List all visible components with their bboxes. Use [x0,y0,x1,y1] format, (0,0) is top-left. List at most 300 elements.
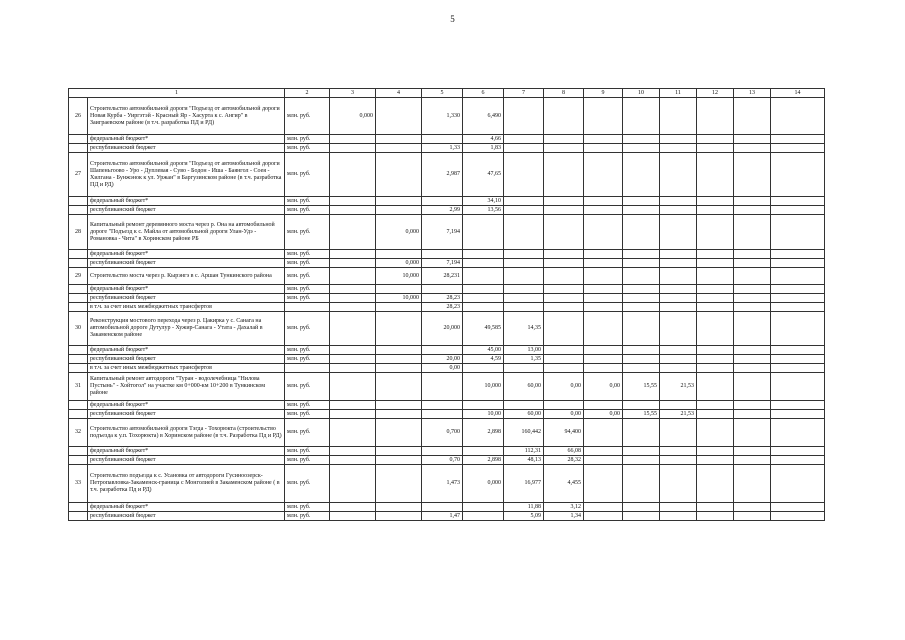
column-header: 2 [285,89,330,98]
value-cell [697,98,734,135]
value-cell: 66,08 [544,447,584,456]
value-cell [330,135,376,144]
row-description: республиканский бюджет [88,206,285,215]
row-number: 32 [69,419,88,447]
value-cell [463,250,504,259]
value-cell [376,373,422,401]
row-unit: млн. руб. [285,410,330,419]
column-header: 10 [623,89,660,98]
table-row [69,512,825,521]
value-cell: 28,231 [422,268,463,285]
value-cell [660,419,697,447]
value-cell [771,364,825,373]
row-number [69,456,88,465]
value-cell [422,503,463,512]
value-cell [376,410,422,419]
value-cell [734,346,771,355]
value-cell: 94,400 [544,419,584,447]
value-cell [463,503,504,512]
row-description: республиканский бюджет [88,355,285,364]
row-unit: млн. руб. [285,512,330,521]
value-cell [544,206,584,215]
row-unit: млн. руб. [285,153,330,197]
table-row [69,98,825,135]
table-row [69,355,825,364]
value-cell [771,447,825,456]
value-cell [623,294,660,303]
row-number [69,364,88,373]
value-cell: 20,00 [422,355,463,364]
value-cell [734,135,771,144]
row-unit: млн. руб. [285,465,330,503]
value-cell [376,98,422,135]
row-number [69,346,88,355]
value-cell: 45,00 [463,346,504,355]
value-cell [660,206,697,215]
value-cell [771,419,825,447]
value-cell [697,346,734,355]
row-description: республиканский бюджет [88,512,285,521]
value-cell [330,303,376,312]
row-description: Строительство подъезда к с. Усановка от автодороги Гусиноозерск-Петропавловка-Закаменск-граница с Монголией в Закаменском районе ( в т.ч. разработка Пд и РД) [88,465,285,503]
value-cell [771,503,825,512]
row-number [69,294,88,303]
value-cell [330,364,376,373]
row-description: федеральный бюджет* [88,197,285,206]
value-cell [330,285,376,294]
value-cell [463,259,504,268]
value-cell [584,401,623,410]
value-cell [660,285,697,294]
row-unit: млн. руб. [285,135,330,144]
row-description: федеральный бюджет* [88,250,285,259]
value-cell: 4,455 [544,465,584,503]
value-cell [623,346,660,355]
value-cell [584,419,623,447]
value-cell [376,346,422,355]
row-description: республиканский бюджет [88,259,285,268]
value-cell: 0,000 [463,465,504,503]
table-row [69,206,825,215]
table-row [69,410,825,419]
table-row [69,268,825,285]
value-cell [734,144,771,153]
column-header: 3 [330,89,376,98]
value-cell: 10,000 [376,294,422,303]
value-cell [771,259,825,268]
value-cell [660,153,697,197]
value-cell: 13,00 [504,346,544,355]
value-cell [697,447,734,456]
row-description: в т.ч. за счет иных межбюджетных трансфертов [88,364,285,373]
value-cell [697,285,734,294]
page-number: 5 [450,14,455,24]
row-number [69,135,88,144]
value-cell [330,419,376,447]
value-cell [463,294,504,303]
value-cell: 1,83 [463,144,504,153]
value-cell: 0,00 [544,373,584,401]
value-cell [584,206,623,215]
value-cell: 0,000 [330,98,376,135]
value-cell: 0,70 [422,456,463,465]
value-cell [376,456,422,465]
value-cell [504,303,544,312]
value-cell [463,512,504,521]
row-unit: млн. руб. [285,259,330,268]
value-cell [422,285,463,294]
row-description: федеральный бюджет* [88,401,285,410]
table-row [69,303,825,312]
column-header: 11 [660,89,697,98]
value-cell [697,144,734,153]
value-cell: 0,000 [376,259,422,268]
value-cell [771,250,825,259]
row-unit: млн. руб. [285,268,330,285]
value-cell [771,215,825,250]
value-cell [623,419,660,447]
value-cell [660,355,697,364]
value-cell [697,355,734,364]
value-cell [660,268,697,285]
column-header: 6 [463,89,504,98]
value-cell [660,312,697,346]
table-row [69,447,825,456]
value-cell [734,259,771,268]
value-cell [697,206,734,215]
table-row [69,250,825,259]
row-description: федеральный бюджет* [88,285,285,294]
value-cell [660,503,697,512]
value-cell [734,373,771,401]
row-number [69,355,88,364]
value-cell [623,259,660,268]
row-unit: млн. руб. [285,456,330,465]
row-number [69,197,88,206]
row-unit: млн. руб. [285,447,330,456]
row-description: Строительство моста через р. Кырэнгэ в с. Аршан Тункинского района [88,268,285,285]
row-description: федеральный бюджет* [88,346,285,355]
row-number: 33 [69,465,88,503]
row-number [69,303,88,312]
row-number [69,206,88,215]
value-cell: 49,585 [463,312,504,346]
value-cell [623,447,660,456]
value-cell [697,456,734,465]
row-description: республиканский бюджет [88,294,285,303]
value-cell [584,215,623,250]
value-cell [422,135,463,144]
value-cell: 20,000 [422,312,463,346]
value-cell [623,144,660,153]
row-description: в т.ч. за счет иных межбюджетных трансфертов [88,303,285,312]
value-cell [544,250,584,259]
value-cell [376,419,422,447]
value-cell [771,294,825,303]
row-unit: млн. руб. [285,98,330,135]
row-description: федеральный бюджет* [88,447,285,456]
value-cell: 2,99 [422,206,463,215]
value-cell [330,144,376,153]
value-cell [734,410,771,419]
value-cell: 1,34 [544,512,584,521]
value-cell [697,373,734,401]
value-cell [463,268,504,285]
table-row [69,312,825,346]
value-cell [697,303,734,312]
value-cell [697,215,734,250]
value-cell [697,503,734,512]
value-cell [544,144,584,153]
value-cell [376,144,422,153]
row-unit [285,364,330,373]
value-cell [504,250,544,259]
value-cell [734,268,771,285]
value-cell [376,206,422,215]
column-header: 14 [771,89,825,98]
row-description: федеральный бюджет* [88,135,285,144]
value-cell: 6,490 [463,98,504,135]
value-cell [376,465,422,503]
table-row [69,346,825,355]
value-cell [330,197,376,206]
value-cell [771,512,825,521]
value-cell: 48,13 [504,456,544,465]
value-cell [623,503,660,512]
value-cell [422,250,463,259]
value-cell [623,153,660,197]
value-cell [463,447,504,456]
value-cell [376,355,422,364]
value-cell [734,294,771,303]
value-cell: 60,00 [504,373,544,401]
value-cell [330,268,376,285]
value-cell [330,456,376,465]
value-cell [544,259,584,268]
value-cell [771,303,825,312]
value-cell [376,285,422,294]
value-cell: 10,000 [463,373,504,401]
value-cell [697,294,734,303]
value-cell [734,465,771,503]
value-cell [771,355,825,364]
value-cell: 28,23 [422,303,463,312]
table-row [69,401,825,410]
value-cell [544,98,584,135]
row-number: 26 [69,98,88,135]
value-cell [504,401,544,410]
value-cell [623,135,660,144]
value-cell [660,303,697,312]
row-unit: млн. руб. [285,144,330,153]
row-unit: млн. руб. [285,215,330,250]
value-cell [660,135,697,144]
value-cell: 1,33 [422,144,463,153]
value-cell [544,294,584,303]
value-cell [330,355,376,364]
row-description: Строительство автомобильной дороги Тэгда - Тохорюкта (строительство подъезда к у.п. Тохорюкта) в Хоринском районе (в т.ч. Разработка Пд и РД) [88,419,285,447]
value-cell [504,144,544,153]
column-header: 4 [376,89,422,98]
row-unit: млн. руб. [285,206,330,215]
row-number [69,503,88,512]
value-cell [771,144,825,153]
row-number: 27 [69,153,88,197]
value-cell [584,447,623,456]
value-cell [697,197,734,206]
value-cell: 1,330 [422,98,463,135]
value-cell [771,98,825,135]
row-description: Реконструкция мостового перехода через р. Цакирка у с. Санага на автомобильной дороге Дутулур - Хужир-Санага - Утата - Дахалай в Закаменском районе [88,312,285,346]
table-row [69,144,825,153]
column-header: 5 [422,89,463,98]
value-cell [734,456,771,465]
value-cell [330,250,376,259]
value-cell [697,419,734,447]
row-number [69,250,88,259]
value-cell [660,98,697,135]
row-number: 29 [69,268,88,285]
value-cell [771,268,825,285]
value-cell [376,153,422,197]
table-row [69,153,825,197]
value-cell [376,303,422,312]
value-cell [544,364,584,373]
row-unit: млн. руб. [285,285,330,294]
value-cell: 14,35 [504,312,544,346]
value-cell [771,197,825,206]
value-cell [544,285,584,294]
value-cell [422,197,463,206]
value-cell [330,512,376,521]
value-cell [422,410,463,419]
value-cell [660,447,697,456]
value-cell [623,312,660,346]
value-cell [584,268,623,285]
value-cell [734,312,771,346]
value-cell [504,268,544,285]
value-cell [697,268,734,285]
value-cell [584,512,623,521]
value-cell [330,465,376,503]
value-cell [376,401,422,410]
value-cell [660,215,697,250]
value-cell [376,135,422,144]
row-number: 30 [69,312,88,346]
value-cell [544,355,584,364]
table-row [69,503,825,512]
value-cell [697,410,734,419]
row-number: 28 [69,215,88,250]
value-cell [330,259,376,268]
value-cell [422,373,463,401]
row-unit: млн. руб. [285,197,330,206]
value-cell [330,206,376,215]
table-row [69,197,825,206]
column-header: 9 [584,89,623,98]
value-cell [734,512,771,521]
table-row [69,419,825,447]
value-cell [584,355,623,364]
value-cell [504,259,544,268]
value-cell [660,294,697,303]
value-cell: 160,442 [504,419,544,447]
value-cell [623,303,660,312]
value-cell [584,312,623,346]
table-row [69,294,825,303]
value-cell [330,447,376,456]
value-cell [771,456,825,465]
value-cell [584,364,623,373]
value-cell: 3,12 [544,503,584,512]
value-cell: 16,977 [504,465,544,503]
value-cell [623,465,660,503]
value-cell: 10,00 [463,410,504,419]
value-cell [623,456,660,465]
value-cell [697,364,734,373]
row-unit: млн. руб. [285,346,330,355]
table-row [69,259,825,268]
value-cell [623,98,660,135]
value-cell: 2,898 [463,456,504,465]
value-cell: 15,55 [623,373,660,401]
value-cell [376,364,422,373]
table-row [69,373,825,401]
value-cell [463,303,504,312]
value-cell [376,512,422,521]
value-cell [697,135,734,144]
value-cell [584,456,623,465]
value-cell [376,447,422,456]
row-description: Строительство автомобильной дороги "Подъезд от автомобильной дороги Новая Курба - Уиргэтэй - Красный Яр - Хасурта к с. Ангир" в Заиграевском районе (в т.ч. разработка ПД и РД) [88,98,285,135]
value-cell [734,355,771,364]
value-cell [697,153,734,197]
value-cell: 21,53 [660,373,697,401]
value-cell [623,285,660,294]
row-unit: млн. руб. [285,419,330,447]
value-cell [623,206,660,215]
value-cell [734,503,771,512]
value-cell [771,373,825,401]
value-cell: 4,66 [463,135,504,144]
value-cell: 2,987 [422,153,463,197]
value-cell [771,410,825,419]
value-cell [544,401,584,410]
value-cell [734,197,771,206]
value-cell [584,259,623,268]
value-cell [660,346,697,355]
value-cell [734,153,771,197]
value-cell: 34,10 [463,197,504,206]
value-cell: 60,00 [504,410,544,419]
value-cell [584,98,623,135]
value-cell [697,512,734,521]
row-description: Строительство автомобильной дороги "Подъезд от автомобильной дороги Шапеньгоово - Уро - Дуплевая - Суво - Бодон - Иша - Баянгол - Соея - Хилгана - Бунжэнок к ул. Уржан" в Баргузинском районе (в т.ч. разработка ПД и РД) [88,153,285,197]
row-description: Капитальный ремонт автодороги "Туран - водолечебница "Нилова Пустынь" - Хойтогол" на участке км 0+000-км 10+200 в Тункинском районе [88,373,285,401]
value-cell [463,401,504,410]
row-description: республиканский бюджет [88,456,285,465]
table-row [69,285,825,294]
value-cell [660,144,697,153]
row-number [69,410,88,419]
row-number: 31 [69,373,88,401]
value-cell [544,346,584,355]
value-cell [660,259,697,268]
value-cell [734,447,771,456]
value-cell [544,197,584,206]
column-header: 13 [734,89,771,98]
value-cell: 7,194 [422,259,463,268]
